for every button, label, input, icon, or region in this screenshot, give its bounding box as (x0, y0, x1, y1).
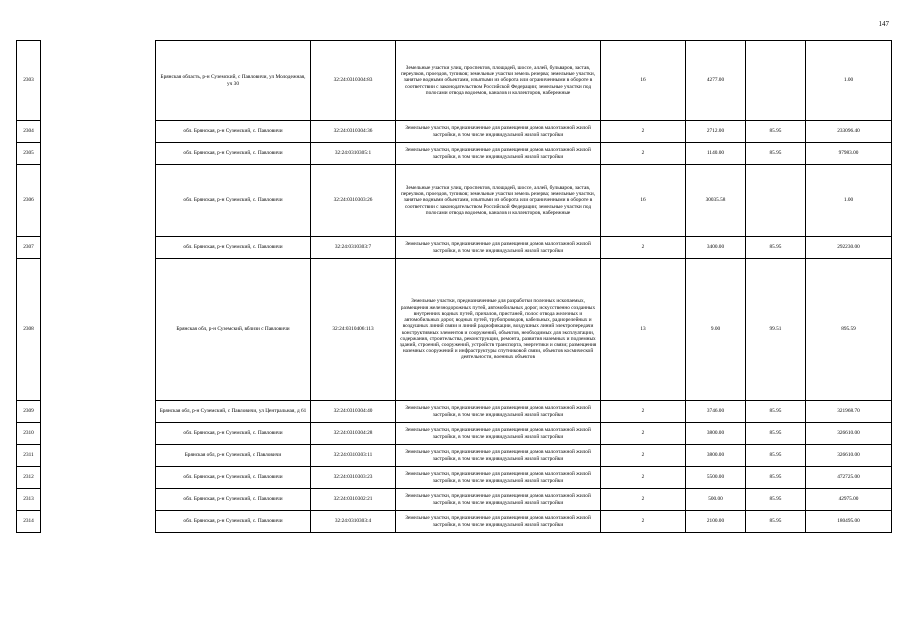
cadastral-number-cell: 32:24:0310305:1 (311, 143, 396, 165)
cadastral-value-cell: 233096.40 (806, 121, 892, 143)
rate-cell: 85.95 (746, 445, 806, 467)
row-number: 2309 (17, 401, 41, 423)
page-number: 147 (878, 20, 889, 28)
area-cell: 5500.00 (686, 467, 746, 489)
table-row (17, 423, 892, 445)
table-row (17, 467, 892, 489)
land-use-cell: Земельные участки, предназначенные для размещения домов малоэтажной жилой застройки, в том числе индивидуальной жилой застройки (396, 511, 601, 533)
empty-column (41, 467, 156, 489)
cadastral-number-cell: 32:24:0310406:113 (311, 259, 396, 401)
cadastral-value-cell: 326610.00 (806, 423, 892, 445)
group-cell: 16 (601, 41, 686, 121)
address-cell: Брянская обл, р-н Суземский, с Павловичи (156, 445, 311, 467)
address-cell: обл. Брянская, р-н Суземский, с. Павловичи (156, 165, 311, 237)
empty-column (41, 41, 156, 121)
address-cell: обл. Брянская, р-н Суземский, с. Павловичи (156, 511, 311, 533)
group-cell: 2 (601, 121, 686, 143)
row-number: 2306 (17, 165, 41, 237)
cadastral-value-cell: 326610.00 (806, 445, 892, 467)
table-row (17, 401, 892, 423)
area-cell: 3800.00 (686, 423, 746, 445)
land-use-cell: Земельные участки улиц, проспектов, площадей, шоссе, аллей, бульваров, застав, переулков, проездов, тупиков; земельные участки земель резерва; земельные участки, занятые водными объектами, изъятыми из оборота или ограниченными в обороте в соответствии с законодательством Российской Федерации; земельные участки под полосами отвода водоемов, каналов и коллекторов, набережные (396, 165, 601, 237)
cadastral-value-cell: 1.00 (806, 41, 892, 121)
empty-column (41, 445, 156, 467)
cadastral-number-cell: 32:24:0310303:23 (311, 467, 396, 489)
empty-column (41, 165, 156, 237)
address-cell: Брянская обл, р-н Суземский, вблизи с Павловичи (156, 259, 311, 401)
row-number: 2307 (17, 237, 41, 259)
group-cell: 2 (601, 467, 686, 489)
area-cell: 3400.00 (686, 237, 746, 259)
rate-cell: 85.95 (746, 423, 806, 445)
empty-column (41, 237, 156, 259)
land-use-cell: Земельные участки, предназначенные для размещения домов малоэтажной жилой застройки, в том числе индивидуальной жилой застройки (396, 467, 601, 489)
group-cell: 2 (601, 401, 686, 423)
row-number: 2313 (17, 489, 41, 511)
rate-cell: 85.95 (746, 511, 806, 533)
group-cell: 2 (601, 423, 686, 445)
address-cell: обл. Брянская, р-н Суземский, с. Павловичи (156, 121, 311, 143)
cadastral-number-cell: 32:24:0310303:7 (311, 237, 396, 259)
land-use-cell: Земельные участки, предназначенные для размещения домов малоэтажной жилой застройки, в том числе индивидуальной жилой застройки (396, 423, 601, 445)
row-number: 2311 (17, 445, 41, 467)
rate-cell: 85.95 (746, 467, 806, 489)
address-cell: обл. Брянская, р-н Суземский, с. Павловичи (156, 423, 311, 445)
cadastral-value-cell: 1.00 (806, 165, 892, 237)
table-body (17, 41, 892, 533)
table-row (17, 511, 892, 533)
cadastral-value-cell: 292230.00 (806, 237, 892, 259)
group-cell: 2 (601, 143, 686, 165)
cadastral-number-cell: 32:24:0310302:21 (311, 489, 396, 511)
row-number: 2312 (17, 467, 41, 489)
rate-cell (746, 165, 806, 237)
table-row (17, 237, 892, 259)
cadastral-value-cell: 97983.00 (806, 143, 892, 165)
land-use-cell: Земельные участки, предназначенные для размещения домов малоэтажной жилой застройки, в том числе индивидуальной жилой застройки (396, 489, 601, 511)
area-cell: 1140.00 (686, 143, 746, 165)
cadastral-value-cell: 895.59 (806, 259, 892, 401)
address-cell: обл. Брянская, р-н Суземский, с. Павловичи (156, 467, 311, 489)
land-registry-table (16, 40, 892, 533)
empty-column (41, 423, 156, 445)
row-number: 2304 (17, 121, 41, 143)
row-number: 2308 (17, 259, 41, 401)
rate-cell: 85.95 (746, 489, 806, 511)
area-cell: 9.00 (686, 259, 746, 401)
rate-cell: 85.95 (746, 121, 806, 143)
land-use-cell: Земельные участки улиц, проспектов, площадей, шоссе, аллей, бульваров, застав, переулков, проездов, тупиков; земельные участки земель резерва; земельные участки, занятые водными объектами, изъятыми из оборота или ограниченными в обороте в соответствии с законодательством Российской Федерации; земельные участки под полосами отвода водоемов, каналов и коллекторов, набережные (396, 41, 601, 121)
area-cell: 500.00 (686, 489, 746, 511)
empty-column (41, 401, 156, 423)
land-use-cell: Земельные участки, предназначенные для размещения домов малоэтажной жилой застройки, в том числе индивидуальной жилой застройки (396, 401, 601, 423)
table-row (17, 445, 892, 467)
cadastral-number-cell: 32:24:0310304:40 (311, 401, 396, 423)
address-cell: обл. Брянская, р-н Суземский, с. Павловичи (156, 489, 311, 511)
table-row (17, 121, 892, 143)
empty-column (41, 489, 156, 511)
cadastral-value-cell: 321968.70 (806, 401, 892, 423)
row-number: 2303 (17, 41, 41, 121)
rate-cell (746, 41, 806, 121)
group-cell: 13 (601, 259, 686, 401)
area-cell: 30035.58 (686, 165, 746, 237)
area-cell: 3746.00 (686, 401, 746, 423)
row-number: 2305 (17, 143, 41, 165)
group-cell: 16 (601, 165, 686, 237)
cadastral-number-cell: 32:24:0310303:4 (311, 511, 396, 533)
table-row (17, 41, 892, 121)
rate-cell: 99.51 (746, 259, 806, 401)
table-row (17, 489, 892, 511)
area-cell: 2100.00 (686, 511, 746, 533)
row-number: 2310 (17, 423, 41, 445)
rate-cell: 85.95 (746, 401, 806, 423)
table-row (17, 143, 892, 165)
rate-cell: 85.95 (746, 237, 806, 259)
table-row (17, 165, 892, 237)
cadastral-number-cell: 32:24:0310303:26 (311, 165, 396, 237)
area-cell: 2712.00 (686, 121, 746, 143)
cadastral-number-cell: 32:24:0310304:83 (311, 41, 396, 121)
area-cell: 3800.00 (686, 445, 746, 467)
address-cell: Брянская обл, р-н Суземский, с Павловичи, ул Центральная, д 61 (156, 401, 311, 423)
empty-column (41, 511, 156, 533)
address-cell: обл. Брянская, р-н Суземский, с. Павловичи (156, 237, 311, 259)
cadastral-number-cell: 32:24:0310303:11 (311, 445, 396, 467)
land-use-cell: Земельные участки, предназначенные для размещения домов малоэтажной жилой застройки, в том числе индивидуальной жилой застройки (396, 121, 601, 143)
cadastral-number-cell: 32:24:0310304:36 (311, 121, 396, 143)
land-use-cell: Земельные участки, предназначенные для размещения домов малоэтажной жилой застройки, в том числе индивидуальной жилой застройки (396, 237, 601, 259)
land-use-cell: Земельные участки, предназначенные для разработки полезных ископаемых, размещения железнодорожных путей, автомобильных дорог, искусственно созданных внутренних водных путей, причалов, пристаней, полос отвода железных и автомобильных дорог, водных путей, трубопроводов, кабельных, радиорелейных и воздушных линий связи и линий радиофикации, воздушных линий электропередачи конструктивных элементов и сооружений, объектов, необходимых для эксплуатации, содержания, строительства, реконструкции, ремонта, развития наземных и подземных зданий, строений, сооружений, устройств транспорта, энергетики и связи; размещения наземных сооружений и инфраструктуры спутниковой связи, объектов космической деятельности, военных объектов (396, 259, 601, 401)
cadastral-number-cell: 32:24:0310304:28 (311, 423, 396, 445)
table-row (17, 259, 892, 401)
address-cell: обл. Брянская, р-н Суземский, с. Павловичи (156, 143, 311, 165)
row-number: 2314 (17, 511, 41, 533)
cadastral-value-cell: 180495.00 (806, 511, 892, 533)
empty-column (41, 259, 156, 401)
cadastral-value-cell: 42975.00 (806, 489, 892, 511)
empty-column (41, 121, 156, 143)
group-cell: 2 (601, 237, 686, 259)
empty-column (41, 143, 156, 165)
group-cell: 2 (601, 511, 686, 533)
group-cell: 2 (601, 445, 686, 467)
land-use-cell: Земельные участки, предназначенные для размещения домов малоэтажной жилой застройки, в том числе индивидуальной жилой застройки (396, 445, 601, 467)
cadastral-value-cell: 472725.00 (806, 467, 892, 489)
area-cell: 4277.00 (686, 41, 746, 121)
land-use-cell: Земельные участки, предназначенные для размещения домов малоэтажной жилой застройки, в том числе индивидуальной жилой застройки (396, 143, 601, 165)
rate-cell: 85.95 (746, 143, 806, 165)
group-cell: 2 (601, 489, 686, 511)
address-cell: Брянская область, р-н Суземский, с Павловичи, ул Молодежная, уч 30 (156, 41, 311, 121)
